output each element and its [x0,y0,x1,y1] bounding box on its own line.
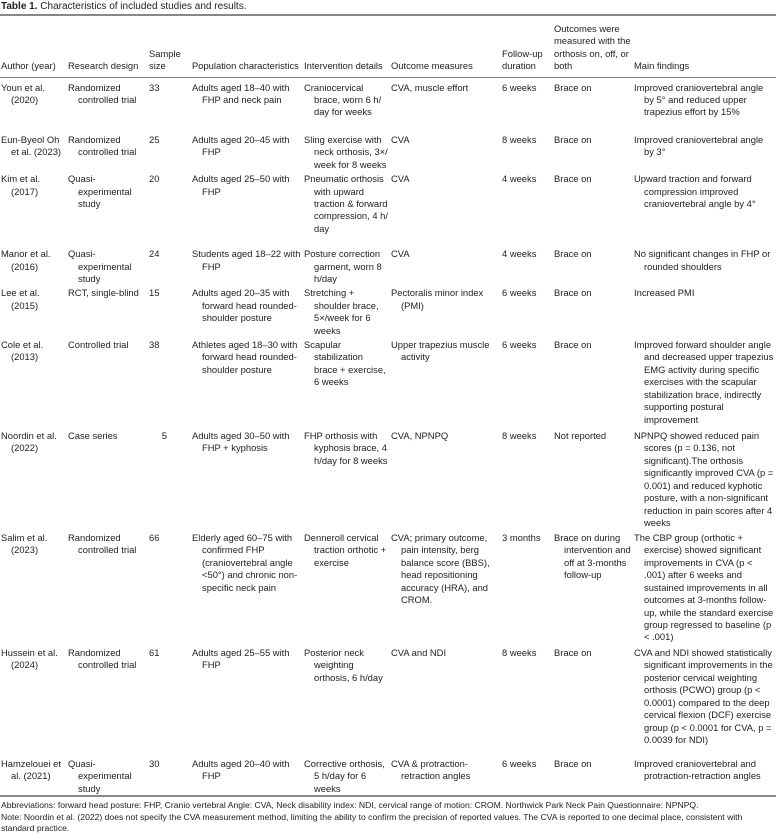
cell-population: Adults aged 30–50 with FHP + kyphosis [192,430,290,454]
header-row [0,15,776,77]
cell-orthosis-status: Brace on [554,248,592,260]
table-row [0,77,776,132]
cell-orthosis-status: Brace on [554,758,592,770]
cell-follow-up: 6 weeks [502,339,537,351]
cell-author-year: Noordin et al. (2022) [1,430,57,454]
cell-main-findings: Improved forward shoulder angle and decreased upper trapezius EMG activity during specific exercises with the scapular stabilization brace, indirectly supporting postural improvement [634,339,774,425]
cell-sample-size: 30 [149,758,160,770]
cell-author-year: Manor et al. (2016) [1,248,51,272]
cell-main-findings: Improved craniovertebral angle by 5° and reduced upper trapezius effort by 15% [634,81,764,118]
table-row [0,285,776,337]
column-header-outcome-measures: Outcome measures [390,15,501,77]
cell-orthosis-status: Not reported [554,430,607,442]
cell-orthosis-status: Brace on [554,339,592,351]
cell-outcome-measures: CVA, NPNPQ [391,430,449,442]
cell-intervention: Denneroll cervical traction orthotic + exercise [304,532,387,568]
column-header-sample-size: Sample size [148,15,191,77]
cell-population: Elderly aged 60–75 with confirmed FHP (craniovertebral angle <50°) and chronic non-specific neck pain [192,532,298,593]
footnote-abbreviations: Abbreviations: forward head posture: FHP, Cranio vertebral Angle: CVA, Neck disability index: NDI, cervical range of motion: CROM. Northwick Park Neck Pain Questionnaire: NPNPQ. [1,800,699,811]
cell-research-design: Quasi-experimental study [68,758,132,794]
caption-label: Table 1. [1,1,38,12]
table-footnotes [0,797,776,835]
cell-sample-size: 24 [149,248,160,260]
cell-outcome-measures: CVA & protraction-retraction angles [391,758,471,782]
cell-sample-size: 5 [161,430,167,442]
table-row [0,132,776,171]
cell-follow-up: 8 weeks [502,430,537,442]
cell-follow-up: 6 weeks [502,758,537,770]
cell-follow-up: 4 weeks [502,173,537,185]
cell-research-design: Quasi-experimental study [68,173,132,210]
cell-outcome-measures: CVA [391,134,410,145]
cell-follow-up: 6 weeks [502,287,537,299]
cell-outcome-measures: CVA [391,173,410,185]
cell-research-design: Randomized controlled trial [68,81,137,105]
cell-sample-size: 61 [149,647,160,659]
cell-intervention: Sling exercise with neck orthosis, 3×/ week for 8 weeks [304,134,388,170]
cell-intervention: Posterior neck weighting orthosis, 6 h/day [304,647,383,683]
column-header-population: Population characteristics [191,15,303,77]
cell-main-findings: The CBP group (orthotic + exercise) showed significant improvements in CVA (p < .001) after 6 weeks and sustained improvements in all outcomes at 3-months follow-up, while the standard exercise group regressed to baseline (p < .001) [634,532,774,643]
cell-orthosis-status: Brace on [554,81,592,93]
cell-intervention: Craniocervical brace, worn 6 h/ day for weeks [304,81,382,118]
table-caption [0,0,776,14]
cell-author-year: Salim et al. (2023) [1,532,48,556]
column-header-research-design: Research design [67,15,148,77]
table-row [0,756,776,796]
cell-sample-size: 33 [149,81,160,93]
cell-main-findings: Increased PMI [634,287,695,299]
cell-outcome-measures: CVA and NDI [391,647,447,659]
cell-author-year: Hamzelouei et al. (2021) [1,758,61,782]
cell-main-findings: No significant changes in FHP or rounded shoulders [634,248,771,272]
cell-follow-up: 3 months [502,532,541,544]
table-row [0,645,776,756]
cell-outcome-measures: Upper trapezius muscle activity [391,339,490,363]
cell-orthosis-status: Brace on [554,647,592,659]
cell-main-findings: Improved craniovertebral angle by 3° [634,134,764,158]
cell-author-year: Cole et al. (2013) [1,339,44,363]
cell-author-year: Youn et al. (2020) [1,81,45,105]
cell-follow-up: 8 weeks [502,647,537,659]
cell-population: Adults aged 20–45 with FHP [192,134,290,158]
cell-research-design: Randomized controlled trial [68,532,137,556]
cell-outcome-measures: CVA; primary outcome, pain intensity, berg balance score (BBS), head repositioning accuracy (HRA), and CROM. [391,532,490,606]
cell-author-year: Kim et al. (2017) [1,173,41,197]
column-header-main-findings: Main findings [633,15,776,77]
cell-intervention: Pneumatic orthosis with upward traction & forward compression, 4 h/ day [304,173,388,234]
cell-orthosis-status: Brace on [554,287,592,299]
cell-orthosis-status: Brace on [554,134,592,145]
cell-main-findings: CVA and NDI showed statistically significant improvements in the posterior cervical weighting orthosis (PCWO) group (p < 0.0001) compared to the deep cervical flexion (DCF) exercise group (p < 0.0001 for CVA, p = 0.0039 for NDI) [634,647,773,745]
table-row [0,337,776,428]
cell-follow-up: 4 weeks [502,248,537,260]
cell-main-findings: NPNPQ showed reduced pain scores (p = 0.136, not significant).The orthosis significantly improved CVA (p = 0.001) and reduced kyphotic posture, with a non-significant reduction in pain scores after 4 weeks [634,430,774,528]
cell-orthosis-status: Brace on during intervention and off at 3-months follow-up [554,532,631,581]
cell-population: Students aged 18–22 with FHP [192,248,301,272]
table-row [0,246,776,285]
cell-author-year: Hussein et al. (2024) [1,647,58,671]
cell-outcome-measures: Pectoralis minor index (PMI) [391,287,484,311]
table-row [0,171,776,246]
cell-sample-size: 25 [149,134,160,145]
cell-outcome-measures: CVA [391,248,410,260]
column-header-intervention: Intervention details [303,15,390,77]
cell-population: Adults aged 18–40 with FHP and neck pain [192,81,290,105]
footnote-note: Note: Noordin et al. (2022) does not specify the CVA measurement method, limiting the ability to confirm the precision of reported values. The CVA is reported to one decimal place, consistent with standard practice. [1,811,743,834]
cell-research-design: Controlled trial [68,339,129,351]
cell-research-design: RCT, single-blind [68,287,139,299]
table-row [0,428,776,530]
cell-sample-size: 38 [149,339,160,351]
cell-sample-size: 15 [149,287,160,299]
cell-author-year: Lee et al. (2015) [1,287,40,311]
cell-population: Adults aged 20–35 with forward head rounded-shoulder posture [192,287,297,324]
cell-orthosis-status: Brace on [554,173,592,185]
table-row [0,530,776,645]
cell-population: Adults aged 20–40 with FHP [192,758,290,782]
cell-population: Athletes aged 18–30 with forward head rounded-shoulder posture [192,339,298,375]
cell-research-design: Randomized controlled trial [68,647,137,671]
cell-intervention: Scapular stabilization brace + exercise, 6 weeks [304,339,386,388]
cell-main-findings: Upward traction and forward compression improved craniovertebral angle by 4° [634,173,756,210]
cell-research-design: Case series [68,430,118,442]
cell-follow-up: 8 weeks [502,134,537,145]
cell-intervention: Posture correction garment, worn 8 h/day [304,248,382,285]
cell-author-year: Eun-Byeol Oh et al. (2023) [1,134,62,158]
cell-outcome-measures: CVA, muscle effort [391,81,469,93]
column-header-author-year: Author (year) [0,15,67,77]
cell-main-findings: Improved craniovertebral and protraction-retraction angles [634,758,761,782]
cell-research-design: Randomized controlled trial [68,134,137,158]
studies-table [0,14,776,797]
cell-population: Adults aged 25–55 with FHP [192,647,290,671]
cell-follow-up: 6 weeks [502,81,537,93]
cell-intervention: Stretching + shoulder brace, 5×/week for 6 weeks [304,287,379,336]
column-header-follow-up: Follow-up duration [501,15,553,77]
cell-population: Adults aged 25–50 with FHP [192,173,290,197]
cell-intervention: FHP orthosis with kyphosis brace, 4 h/day for 8 weeks [304,430,388,466]
caption-text: Characteristics of included studies and results. [40,1,247,12]
cell-research-design: Quasi-experimental study [68,248,132,285]
cell-sample-size: 20 [149,173,160,185]
column-header-orthosis-status: Outcomes were measured with the orthosis on, off, or both [553,15,633,77]
cell-sample-size: 66 [149,532,160,544]
cell-intervention: Corrective orthosis, 5 h/day for 6 weeks [304,758,385,794]
